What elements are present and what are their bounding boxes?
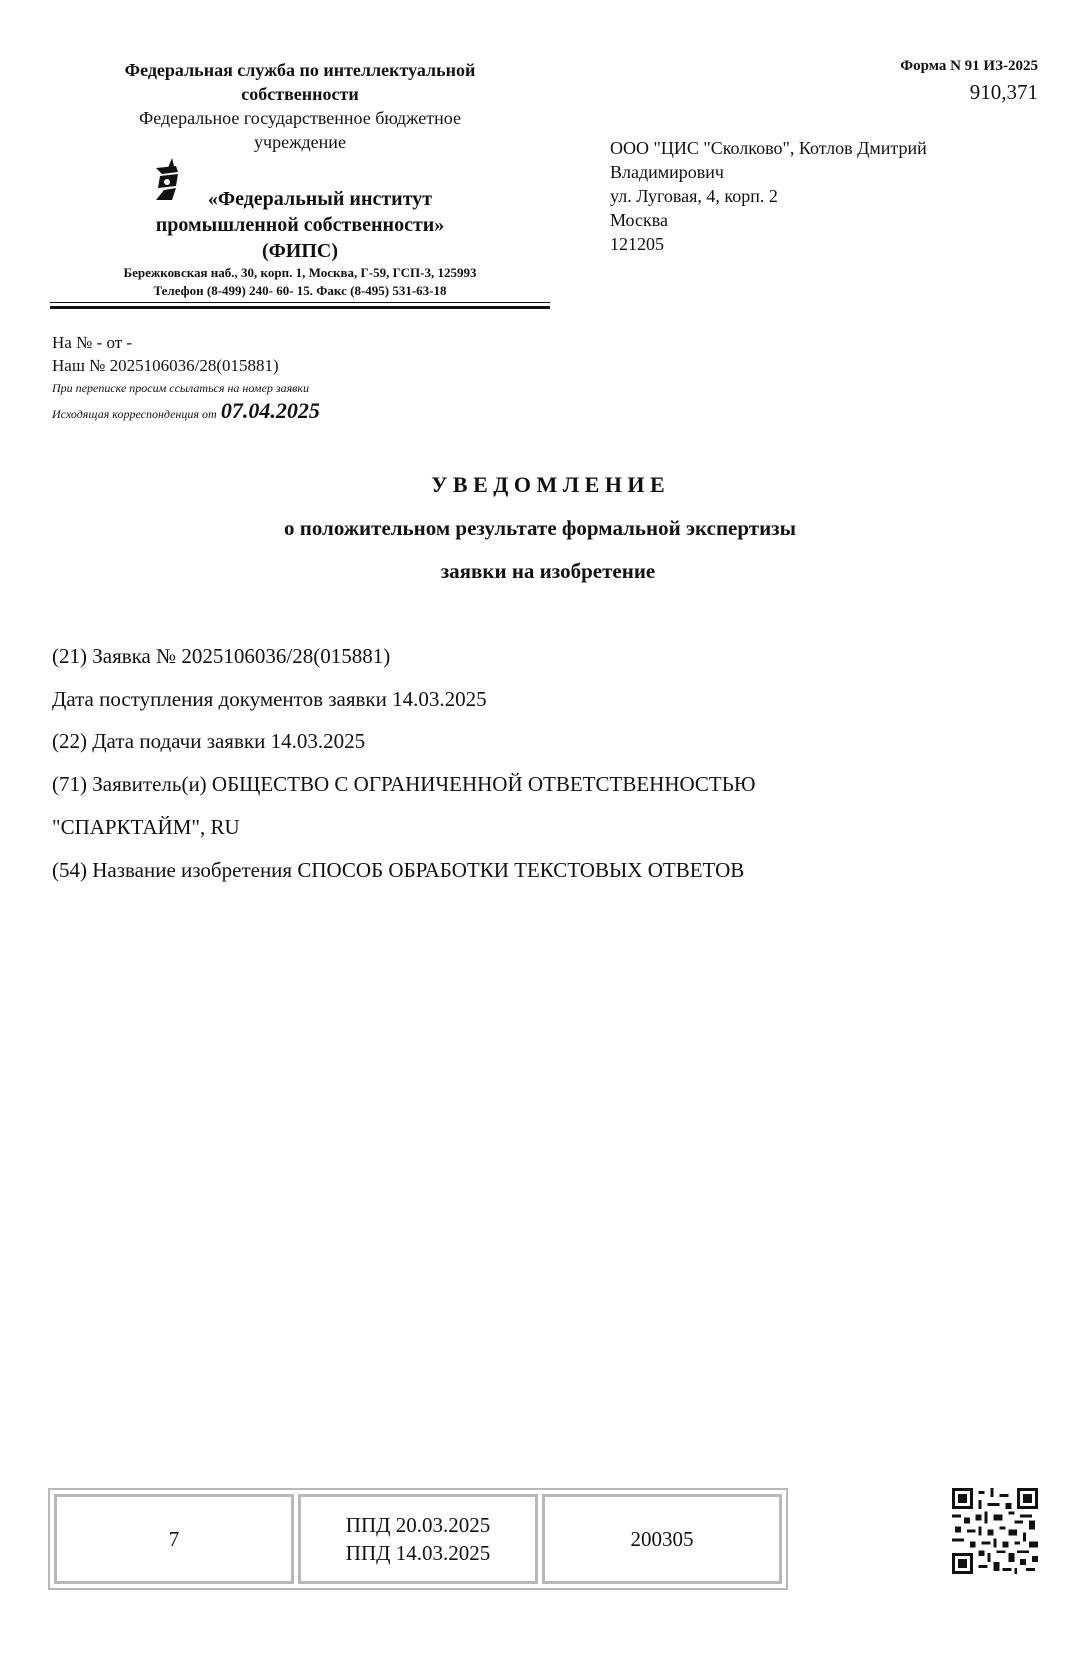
recipient-line2: Владимирович xyxy=(610,162,724,182)
institute-name-line2: промышленной собственности» xyxy=(155,214,445,236)
form-number: Форма N 91 ИЗ-2025 xyxy=(900,58,1038,74)
form-code: 910,371 xyxy=(969,80,1038,104)
org-sub-line1: Федеральное государственное бюджетное xyxy=(139,108,461,128)
qr-code-icon xyxy=(952,1488,1038,1574)
recipient-line4: Москва xyxy=(610,210,668,230)
ppd-date-1: ППД 20.03.2025 xyxy=(345,1513,491,1537)
institute-phone: Телефон (8-499) 240- 60- 15. Факс (8-495) 531-63-18 xyxy=(153,283,447,298)
filing-date: (22) Дата подачи заявки 14.03.2025 xyxy=(52,729,366,753)
our-reference: Наш № 2025106036/28(015881) xyxy=(52,356,279,375)
institute-address: Бережковская наб., 30, корп. 1, Москва, Г-59, ГСП-3, 125993 xyxy=(123,265,477,280)
org-name-line1: Федеральная служба по интеллектуальной xyxy=(124,60,476,80)
header-divider-thin xyxy=(50,302,550,303)
applicant-line2: "СПАРКТАЙМ", RU xyxy=(52,815,240,839)
recipient-line1: ООО "ЦИС "Сколково", Котлов Дмитрий xyxy=(610,138,927,158)
applicant-line1: (71) Заявитель(и) ОБЩЕСТВО С ОГРАНИЧЕННОЙ ОТВЕТСТВЕННОСТЬЮ xyxy=(52,772,756,796)
notice-title: У В Е Д О М Л Е Н И Е xyxy=(431,472,665,497)
bottom-stamp-table xyxy=(48,1488,788,1590)
notice-subtitle-line2: заявки на изобретение xyxy=(440,559,656,583)
correspondence-note: При переписке просим ссылаться на номер заявки xyxy=(52,381,309,395)
recipient-line3: ул. Луговая, 4, корп. 2 xyxy=(610,186,778,206)
receipt-date: Дата поступления документов заявки 14.03.2025 xyxy=(52,687,487,711)
notice-subtitle-line1: о положительном результате формальной экспертизы xyxy=(283,516,797,540)
invention-title: (54) Название изобретения СПОСОБ ОБРАБОТКИ ТЕКСТОВЫХ ОТВЕТОВ xyxy=(52,858,745,882)
table-row xyxy=(54,1494,782,1584)
org-name-line2: собственности xyxy=(241,84,359,104)
institute-abbr: (ФИПС) xyxy=(261,240,339,262)
your-reference: На № - от - xyxy=(52,333,133,352)
outgoing-label: Исходящая корреспонденция от xyxy=(52,407,217,421)
outgoing-date: 07.04.2025 xyxy=(220,398,320,423)
header-divider-thick xyxy=(50,306,550,309)
ppd-date-2: ППД 14.03.2025 xyxy=(345,1541,491,1565)
table-cell-count: 7 xyxy=(54,1494,294,1584)
org-sub-line2: учреждение xyxy=(254,132,346,152)
table-cell-code: 200305 xyxy=(542,1494,782,1584)
institute-name-line1: «Федеральный институт xyxy=(207,188,433,210)
application-number: (21) Заявка № 2025106036/28(015881) xyxy=(52,644,391,668)
outgoing-correspondence xyxy=(52,398,320,427)
recipient-line5: 121205 xyxy=(610,234,664,254)
org-header xyxy=(50,58,550,298)
recipient-address xyxy=(610,136,1010,256)
table-cell-dates xyxy=(298,1494,538,1584)
